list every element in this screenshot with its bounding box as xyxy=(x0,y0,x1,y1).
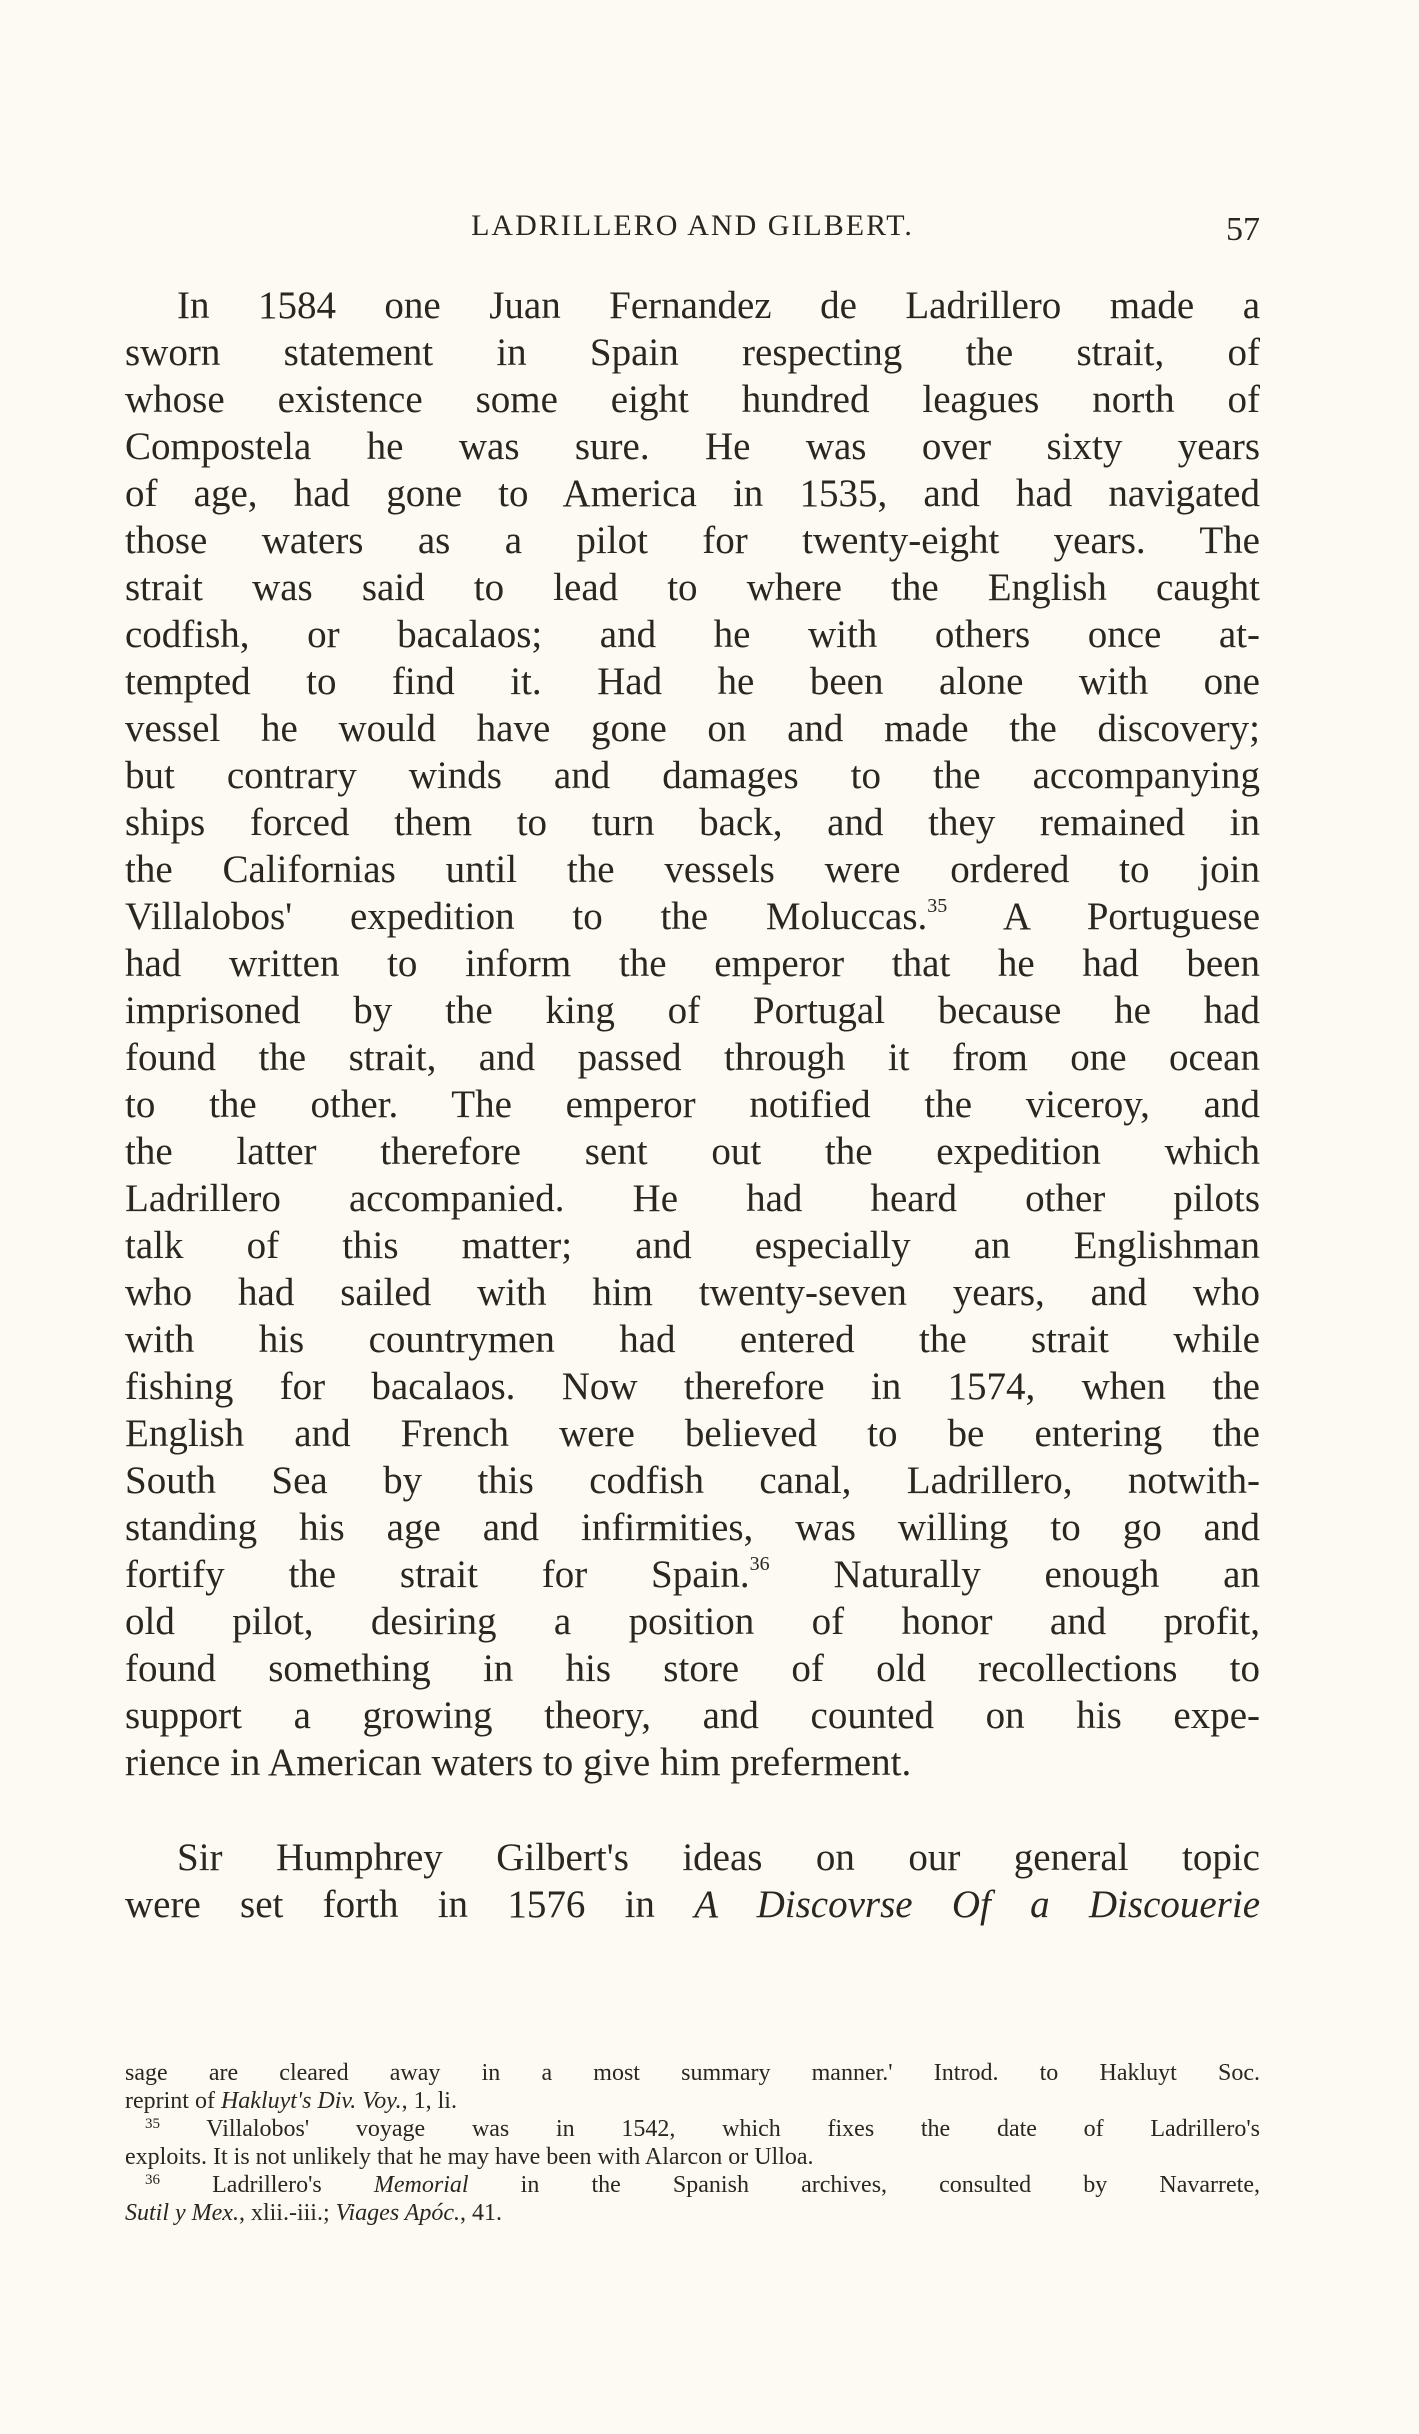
text-line: found the strait, and passed through it from one ocean xyxy=(125,1036,1260,1079)
footnote-ref-36: 36 xyxy=(749,1553,770,1575)
citation-title: Memorial xyxy=(373,2172,469,2198)
text-segment: Villalobos' voyage was in 1542, which fixes the date of Ladrillero's xyxy=(206,2116,1260,2142)
citation-title: Hakluyt's Div. Voy. xyxy=(220,2088,402,2114)
paragraph-ladrillero xyxy=(125,282,1260,1786)
footnote-ref-35: 35 xyxy=(927,895,948,917)
text-line: but contrary winds and damages to the accompanying xyxy=(125,754,1260,797)
text-line: codfish, or bacalaos; and he with others once at- xyxy=(125,613,1260,656)
citation-title: Viages Apóc. xyxy=(335,2200,461,2226)
running-head xyxy=(125,204,1260,248)
text-line: fishing for bacalaos. Now therefore in 1574, when the xyxy=(125,1365,1260,1408)
footnote-continued-line xyxy=(125,2087,1260,2115)
text-line: Ladrillero accompanied. He had heard other pilots xyxy=(125,1177,1260,1220)
text-segment: were set forth in 1576 in xyxy=(125,1883,695,1926)
text-line: vessel he would have gone on and made the discovery; xyxy=(125,707,1260,750)
text-line: those waters as a pilot for twenty-eight years. The xyxy=(125,519,1260,562)
text-line: whose existence some eight hundred leagues north of xyxy=(125,378,1260,421)
text-line: to the other. The emperor notified the viceroy, and xyxy=(125,1083,1260,1126)
footnote-36-line2 xyxy=(125,2199,1260,2227)
text-line: the latter therefore sent out the expedition which xyxy=(125,1130,1260,1173)
text-segment: Ladrillero's xyxy=(212,2172,374,2198)
text-line: found something in his store of old recollections to xyxy=(125,1647,1260,1690)
text-line: strait was said to lead to where the English caught xyxy=(125,566,1260,609)
text-line: ships forced them to turn back, and they remained in xyxy=(125,801,1260,844)
text-line: tempted to find it. Had he been alone with one xyxy=(125,660,1260,703)
text-segment: , 41. xyxy=(460,2200,503,2226)
text-line: had written to inform the emperor that he had been xyxy=(125,942,1260,985)
footnotes xyxy=(125,2059,1260,2227)
text-segment: reprint of xyxy=(125,2088,221,2114)
text-line: South Sea by this codfish canal, Ladrillero, notwith- xyxy=(125,1459,1260,1502)
text-segment: A Portuguese xyxy=(947,895,1260,938)
footnote-number: 36 xyxy=(145,2172,160,2188)
text-segment: in the Spanish archives, consulted by Navarrete, xyxy=(468,2172,1260,2198)
text-line xyxy=(125,893,1260,940)
text-line: imprisoned by the king of Portugal because he had xyxy=(125,989,1260,1032)
text-line: of age, had gone to America in 1535, and had navigated xyxy=(125,472,1260,515)
paragraph-gap xyxy=(125,1786,1260,1834)
text-line: Compostela he was sure. He was over sixty years xyxy=(125,425,1260,468)
text-segment: , xlii.-iii.; xyxy=(238,2200,336,2226)
footnote-number: 35 xyxy=(145,2116,160,2132)
footnote-continued-line: sage are cleared away in a most summary manner.' Introd. to Hakluyt Soc. xyxy=(125,2060,1260,2086)
text-segment: , 1, li. xyxy=(401,2088,457,2114)
footnote-36 xyxy=(125,2171,1260,2199)
text-line: sworn statement in Spain respecting the strait, of xyxy=(125,331,1260,374)
text-line: support a growing theory, and counted on his expe- xyxy=(125,1694,1260,1737)
text-line: standing his age and infirmities, was willing to go and xyxy=(125,1506,1260,1549)
main-text xyxy=(125,282,1260,1928)
text-line: rience in American waters to give him preferment. xyxy=(125,1741,912,1784)
text-line: old pilot, desiring a position of honor and profit, xyxy=(125,1600,1260,1643)
text-line: the Californias until the vessels were ordered to join xyxy=(125,848,1260,891)
footnote-35 xyxy=(125,2115,1260,2143)
text-segment: Naturally enough an xyxy=(769,1553,1260,1596)
text-segment: fortify the strait for Spain. xyxy=(125,1553,750,1596)
footnote-35-line2: exploits. It is not unlikely that he may have been with Alarcon or Ulloa. xyxy=(125,2144,814,2170)
text-line: English and French were believed to be entering the xyxy=(125,1412,1260,1455)
text-segment: Villalobos' expedition to the Moluccas. xyxy=(125,895,928,938)
text-line: with his countrymen had entered the strait while xyxy=(125,1318,1260,1361)
text-line xyxy=(125,1881,1260,1928)
book-title: A Discovrse Of a Discouerie xyxy=(694,1883,1260,1926)
text-line: talk of this matter; and especially an Englishman xyxy=(125,1224,1260,1267)
text-line xyxy=(125,1551,1260,1598)
text-line: In 1584 one Juan Fernandez de Ladrillero made a xyxy=(177,284,1260,327)
page-number: 57 xyxy=(1226,211,1260,248)
text-line: who had sailed with him twenty-seven years, and who xyxy=(125,1271,1260,1314)
paragraph-gilbert xyxy=(125,1834,1260,1928)
citation-title: Sutil y Mex. xyxy=(125,2200,239,2226)
running-title: LADRILLERO AND GILBERT. xyxy=(471,209,914,242)
text-line: Sir Humphrey Gilbert's ideas on our general topic xyxy=(177,1836,1260,1879)
